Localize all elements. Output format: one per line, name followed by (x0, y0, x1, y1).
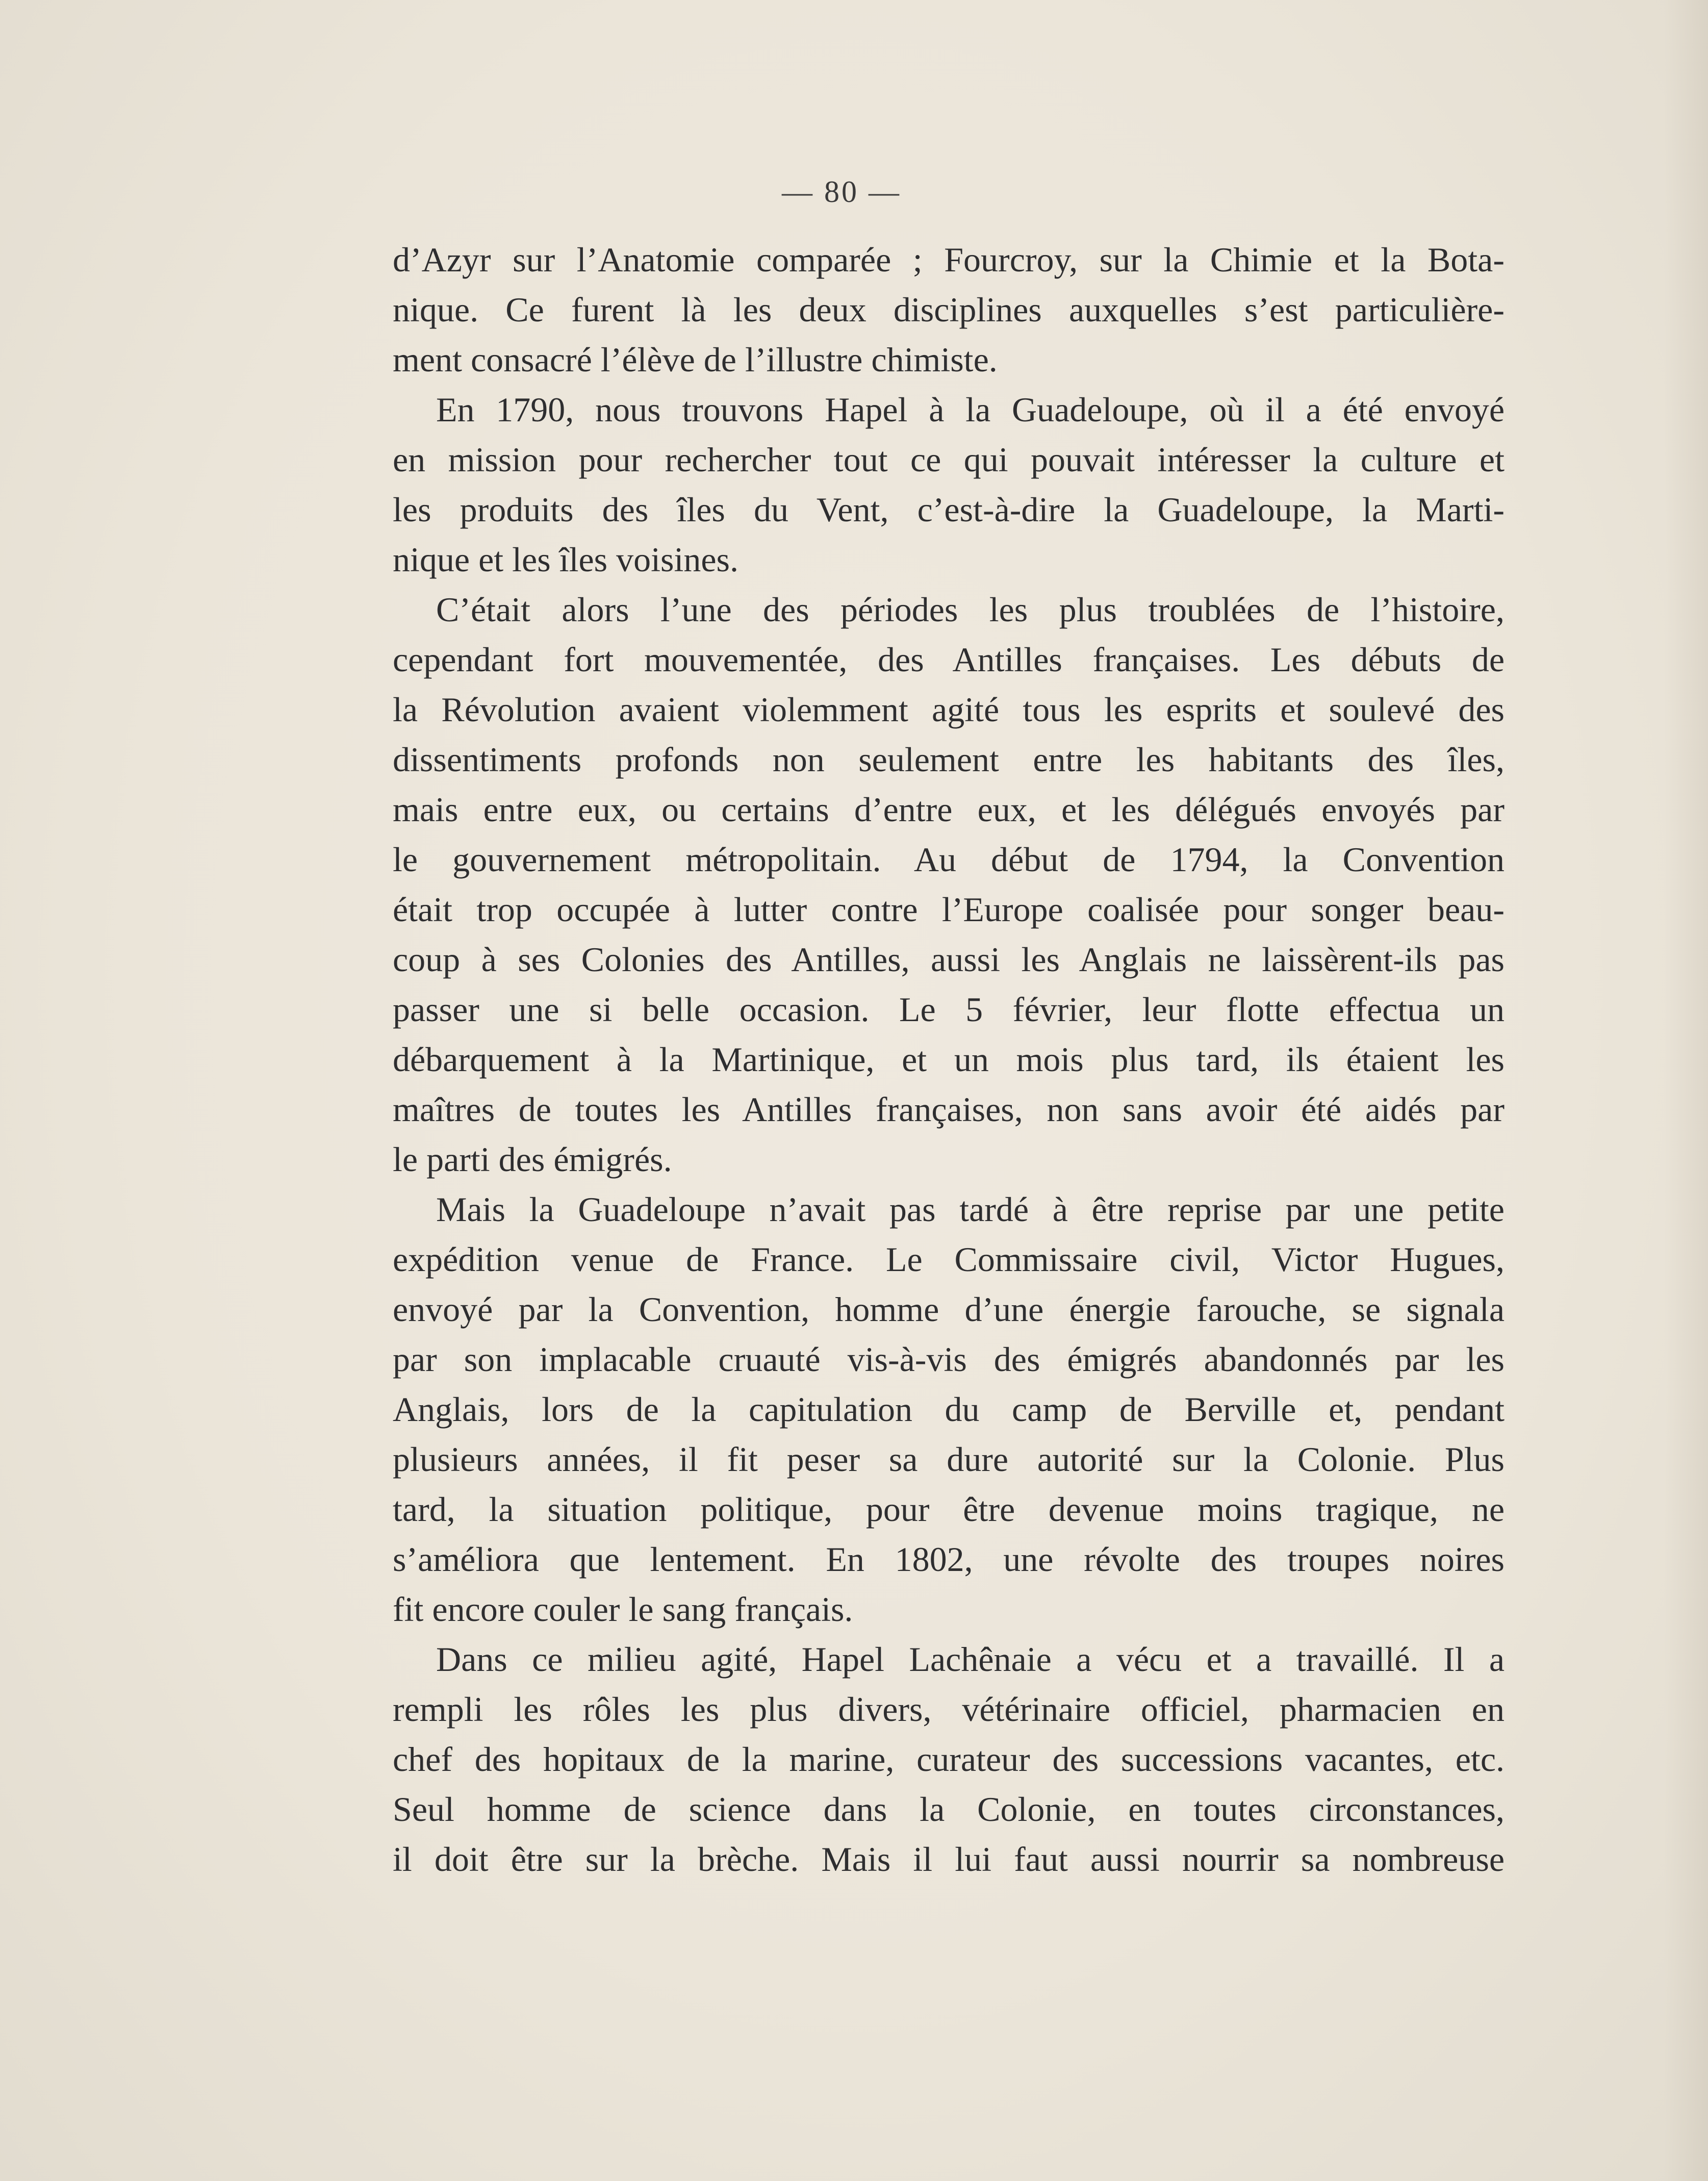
text-line: cependant fort mouvementée, des Antilles françaises. Les débuts de (393, 640, 1505, 679)
text-line: maîtres de toutes les Antilles françaises, non sans avoir été aidés par (393, 1090, 1505, 1129)
text-line: d’Azyr sur l’Anatomie comparée ; Fourcroy, sur la Chimie et la Bota- (393, 240, 1505, 279)
text-line: il doit être sur la brèche. Mais il lui faut aussi nourrir sa nombreuse (393, 1840, 1505, 1879)
text-line: Seul homme de science dans la Colonie, en toutes circonstances, (393, 1790, 1505, 1829)
text-line: envoyé par la Convention, homme d’une énergie farouche, se signala (393, 1290, 1505, 1329)
text-line: rempli les rôles les plus divers, vétérinaire officiel, pharmacien en (393, 1690, 1505, 1729)
text-line: s’améliora que lentement. En 1802, une révolte des troupes noires (393, 1540, 1505, 1579)
text-line: dissentiments profonds non seulement entre les habitants des îles, (393, 740, 1505, 779)
text-line: les produits des îles du Vent, c’est-à-dire la Guadeloupe, la Marti- (393, 490, 1505, 529)
text-line: coup à ses Colonies des Antilles, aussi les Anglais ne laissèrent-ils pas (393, 940, 1505, 979)
text-line: Dans ce milieu agité, Hapel Lachênaie a vécu et a travaillé. Il a (436, 1640, 1505, 1679)
text-line: en mission pour rechercher tout ce qui pouvait intéresser la culture et (393, 440, 1505, 479)
text-line: le gouvernement métropolitain. Au début de 1794, la Convention (393, 840, 1505, 879)
text-line: mais entre eux, ou certains d’entre eux, et les délégués envoyés par (393, 790, 1505, 829)
text-line: par son implacable cruauté vis-à-vis des émigrés abandonnés par les (393, 1340, 1505, 1379)
text-line: Mais la Guadeloupe n’avait pas tardé à être reprise par une petite (436, 1190, 1505, 1229)
text-line: C’était alors l’une des périodes les plus troublées de l’histoire, (436, 590, 1505, 629)
text-line: le parti des émigrés. (393, 1140, 672, 1179)
text-line: En 1790, nous trouvons Hapel à la Guadeloupe, où il a été envoyé (436, 390, 1505, 429)
page-number: — 80 — (782, 175, 901, 209)
text-line: nique. Ce furent là les deux disciplines auxquelles s’est particulière- (393, 290, 1505, 329)
text-line: la Révolution avaient violemment agité tous les esprits et soulevé des (393, 690, 1505, 729)
text-line: plusieurs années, il fit peser sa dure autorité sur la Colonie. Plus (393, 1440, 1505, 1479)
text-line: débarquement à la Martinique, et un mois plus tard, ils étaient les (393, 1040, 1505, 1079)
text-line: nique et les îles voisines. (393, 540, 739, 579)
text-line: fit encore couler le sang français. (393, 1590, 853, 1629)
text-line: était trop occupée à lutter contre l’Europe coalisée pour songer beau- (393, 890, 1505, 929)
body-text (393, 235, 1505, 1884)
text-line: expédition venue de France. Le Commissaire civil, Victor Hugues, (393, 1240, 1505, 1279)
page-edge-shadow (1664, 0, 1708, 2181)
text-line: chef des hopitaux de la marine, curateur des successions vacantes, etc. (393, 1740, 1505, 1779)
text-line: tard, la situation politique, pour être devenue moins tragique, ne (393, 1490, 1505, 1529)
text-line: Anglais, lors de la capitulation du camp de Berville et, pendant (393, 1390, 1505, 1429)
text-line: passer une si belle occasion. Le 5 février, leur flotte effectua un (393, 990, 1505, 1029)
text-line: ment consacré l’élève de l’illustre chimiste. (393, 340, 998, 379)
